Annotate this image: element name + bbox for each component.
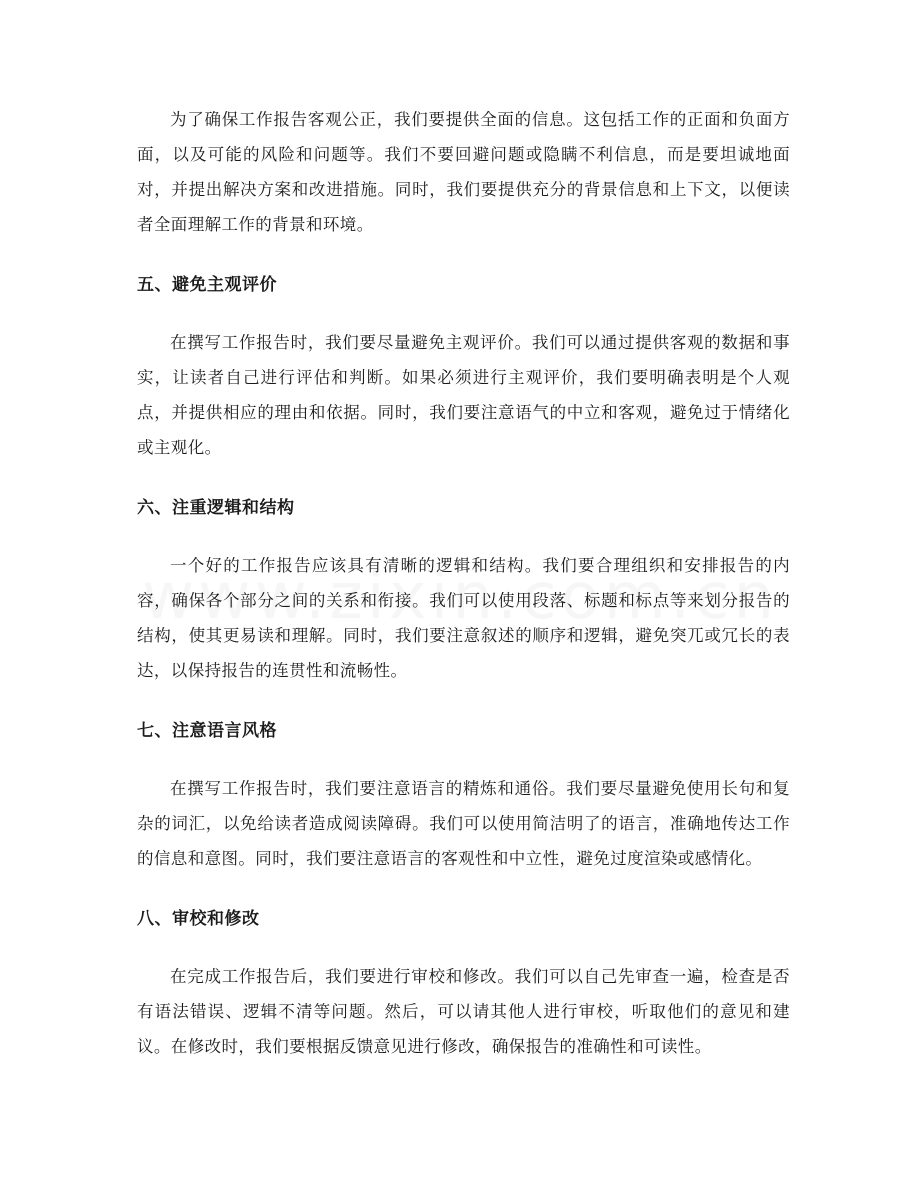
section-6-heading: 六、注重逻辑和结构 bbox=[137, 498, 295, 518]
section-5-heading: 五、避免主观评价 bbox=[137, 275, 277, 295]
section-7-paragraph: 在撰写工作报告时，我们要注意语言的精炼和通俗。我们要尽量避免使用长句和复杂的词汇，以免给读者造成阅读障碍。我们可以使用简洁明了的语言，准确地传达工作的信息和意图。同时，我们要注意语言的客观性和中立性，避免过度渲染或感情化。 bbox=[137, 779, 790, 868]
section-6-paragraph: 一个好的工作报告应该具有清晰的逻辑和结构。我们要合理组织和安排报告的内容，确保各个部分之间的关系和衔接。我们可以使用段落、标题和标点等来划分报告的结构，使其更易读和理解。同时，我们要注意叙述的顺序和逻辑，避免突兀或冗长的表达，以保持报告的连贯性和流畅性。 bbox=[137, 556, 790, 680]
intro-paragraph: 为了确保工作报告客观公正，我们要提供全面的信息。这包括工作的正面和负面方面，以及可能的风险和问题等。我们不要回避问题或隐瞒不利信息，而是要坦诚地面对，并提出解决方案和改进措施。同时，我们要提供充分的背景信息和上下文，以便读者全面理解工作的背景和环境。 bbox=[137, 110, 790, 234]
section-5-paragraph: 在撰写工作报告时，我们要尽量避免主观评价。我们可以通过提供客观的数据和事实，让读者自己进行评估和判断。如果必须进行主观评价，我们要明确表明是个人观点，并提供相应的理由和依据。同时，我们要注意语气的中立和客观，避免过于情绪化或主观化。 bbox=[137, 333, 790, 457]
section-8-paragraph: 在完成工作报告后，我们要进行审校和修改。我们可以自己先审查一遍，检查是否有语法错误、逻辑不清等问题。然后，可以请其他人进行审校，听取他们的意见和建议。在修改时，我们要根据反馈意见进行修改，确保报告的准确性和可读性。 bbox=[137, 967, 790, 1056]
section-8-heading: 八、审校和修改 bbox=[137, 909, 260, 929]
section-7-heading: 七、注意语言风格 bbox=[137, 721, 277, 741]
